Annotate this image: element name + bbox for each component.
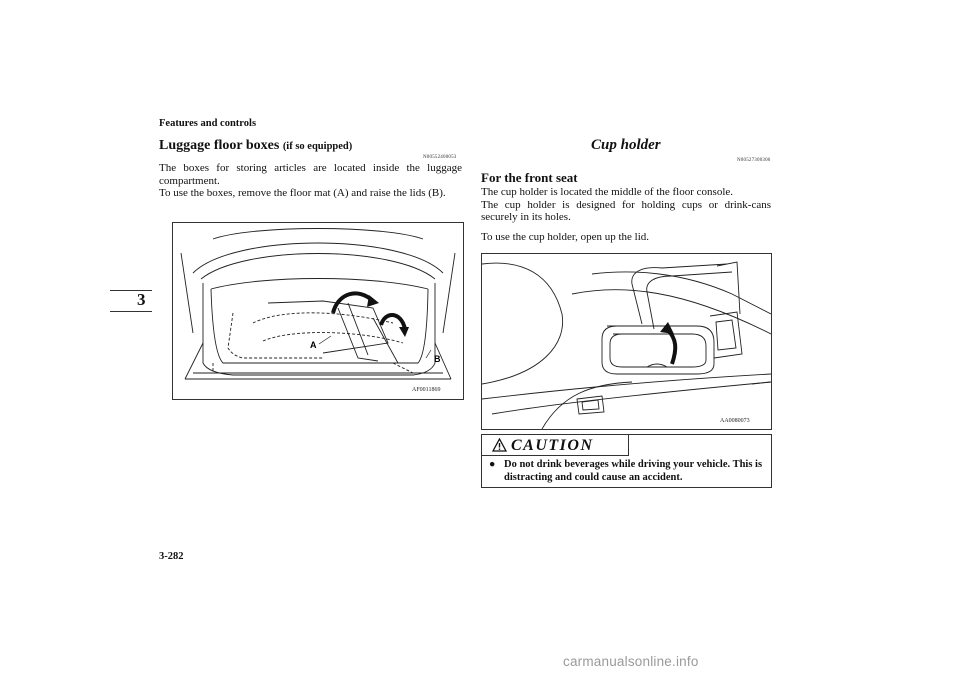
caution-message	[489, 459, 767, 484]
cup-paragraph-1: The cup holder is located the middle of the floor console.	[481, 186, 734, 198]
section-title: Features and controls	[159, 118, 257, 129]
luggage-figure	[172, 222, 464, 400]
caution-box	[481, 434, 772, 488]
cup-holder-heading: Cup holder	[591, 137, 661, 153]
luggage-paragraph-2: To use the boxes, remove the floor mat (A) and raise the lids (B).	[159, 187, 446, 199]
cup-paragraph-2: The cup holder is designed for holding cups or drink-cans securely in its holes.	[481, 198, 771, 223]
chapter-tab	[110, 290, 152, 312]
luggage-paragraph-1: The boxes for storing articles are located inside the luggage compartment.	[159, 162, 462, 187]
figure-code: AA0080073	[720, 418, 750, 424]
heading-suffix: (if so equipped)	[282, 141, 353, 152]
figure-code: AF0011869	[412, 387, 441, 393]
heading-main: Luggage floor boxes	[159, 138, 280, 153]
label-b: B	[434, 354, 441, 364]
cup-holder-text	[481, 186, 771, 224]
reference-code: N00527300306	[737, 158, 771, 163]
luggage-text	[159, 162, 462, 200]
label-a: A	[310, 340, 317, 350]
luggage-floor-boxes-heading	[159, 138, 352, 154]
warning-triangle-icon	[492, 438, 507, 452]
console-illustration	[482, 254, 771, 429]
front-seat-subheading: For the front seat	[481, 170, 578, 185]
trunk-illustration	[173, 223, 463, 399]
chapter-number: 3	[137, 290, 146, 309]
reference-code: N00552400053	[423, 155, 457, 160]
caution-bullet: ●	[489, 459, 496, 470]
caution-header	[482, 435, 629, 456]
caution-text: Do not drink beverages while driving your vehicle. This is distracting and could cause an accident.	[504, 459, 763, 483]
page-number: 3-282	[159, 551, 184, 562]
watermark: carmanualsonline.info	[563, 654, 699, 669]
caution-title: CAUTION	[511, 437, 594, 454]
cup-holder-figure	[481, 253, 772, 430]
cup-paragraph-3: To use the cup holder, open up the lid.	[481, 231, 650, 243]
